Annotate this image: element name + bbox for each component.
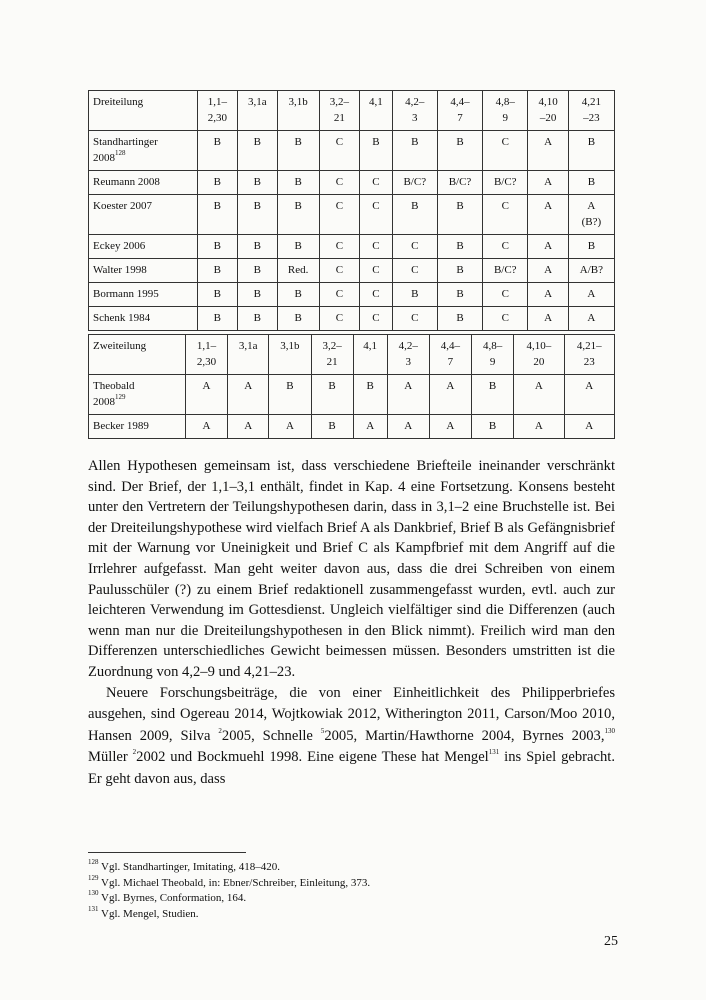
table-cell: C [360, 283, 393, 307]
edition-superscript: 2 [218, 726, 222, 735]
table-cell: B [471, 375, 513, 415]
table-cell: B [437, 307, 482, 331]
table-cell: B [353, 375, 387, 415]
row-label: Standhartinger 2008$^{128}$ [89, 131, 198, 171]
table-cell: B [471, 415, 513, 439]
column-header: 4,4– 7 [437, 91, 482, 131]
table-cell: C [483, 195, 528, 235]
table-row [89, 131, 615, 171]
table-cell: A [568, 307, 614, 331]
table-cell: A/B? [568, 259, 614, 283]
table-cell: C [483, 235, 528, 259]
table-cell: B [238, 235, 278, 259]
table-row [89, 415, 615, 439]
zweiteilung-header-row [89, 335, 615, 375]
table-title-cell: Zweiteilung [89, 335, 186, 375]
table-cell: B [238, 259, 278, 283]
table-cell: B [197, 131, 237, 171]
table-dreiteilung [88, 90, 615, 331]
table-cell: B [197, 195, 237, 235]
table-cell: B [568, 171, 614, 195]
edition-superscript: 2 [132, 748, 137, 757]
table-cell: Red. [277, 259, 319, 283]
table-cell: C [360, 235, 393, 259]
table-cell: A [429, 375, 471, 415]
table-cell: C [483, 131, 528, 171]
table-cell: B [392, 131, 437, 171]
column-header: 3,1b [277, 91, 319, 131]
table-cell: B [311, 415, 353, 439]
table-cell: C [360, 307, 393, 331]
table-cell: A [387, 375, 429, 415]
footnote-ref[interactable]: 130 [604, 726, 615, 735]
column-header: 4,2– 3 [387, 335, 429, 375]
table-cell: B [238, 283, 278, 307]
table-cell: B [238, 131, 278, 171]
table-cell: C [319, 171, 359, 195]
table-row [89, 375, 615, 415]
table-cell: B [277, 235, 319, 259]
footnote: $^{131}$ Vgl. Mengel, Studien. [88, 904, 199, 920]
footnote-separator [88, 852, 246, 853]
table-cell: B [277, 307, 319, 331]
column-header: 1,1– 2,30 [197, 91, 237, 131]
footnote-ref[interactable]: 131 [488, 748, 500, 757]
table-cell: B [437, 195, 482, 235]
row-label: Bormann 1995 [89, 283, 198, 307]
row-label: Koester 2007 [89, 195, 198, 235]
row-label: Theobald 2008$^{129}$ [89, 375, 186, 415]
table-row [89, 195, 615, 235]
table-cell: B [568, 131, 614, 171]
table-cell: C [360, 171, 393, 195]
table-cell: C [319, 235, 359, 259]
row-label: Becker 1989 [89, 415, 186, 439]
table-cell: B [238, 171, 278, 195]
column-header: 4,21 –23 [568, 91, 614, 131]
table-cell: A [568, 283, 614, 307]
table-cell: B [197, 283, 237, 307]
table-cell: B [437, 235, 482, 259]
column-header: 4,1 [353, 335, 387, 375]
table-cell: A [228, 415, 269, 439]
column-header: 3,2– 21 [311, 335, 353, 375]
table-cell: A [528, 171, 568, 195]
table-cell: B [197, 307, 237, 331]
table-cell: B [360, 131, 393, 171]
table-cell: C [392, 259, 437, 283]
column-header: 1,1– 2,30 [185, 335, 227, 375]
table-cell: A [564, 375, 614, 415]
table-zweiteilung [88, 334, 615, 439]
paragraph-1: Allen Hypothesen gemeinsam ist, dass verschiedene Briefteile ineinander verschränkt sind. Der Brief, der 1,1–3,1 enthält, findet in Kap. 4 eine Fortsetzung. Konsens besteht unter den Vertretern der Teilungshypothesen darin, dass in 3,1–2 eine Bruchstelle ist. Bei der Dreiteilungshypothese wird vielfach Brief A als Dankbrief, Brief B als Gefängnisbrief mit der Warnung vor Uneinigkeit und Brief C als Kampfbrief mit dem Angriff auf die Irrlehrer aufgefasst. Man geht weiter davon aus, dass die drei Schreiben von einem Paulusschüler (?) zu einem Brief redaktionell zusammengefasst wurden, evtl. auch zur leichteren Verwendung im Gottesdienst. Ungleich vielfältiger sind die Differenzen (auch wenn man nur die Dreiteilungshypothesen in den Blick nimmt). Freilich wird man den Differenzen unterschiedliches Gewicht beimessen müssen. Besonders umstritten ist die Zuordnung von 4,2–9 und 4,21–23. [88, 458, 615, 680]
column-header: 4,10– 20 [514, 335, 564, 375]
table-dreiteilung-body [89, 91, 615, 331]
table-row [89, 235, 615, 259]
table-cell: B/C? [437, 171, 482, 195]
table-cell: C [360, 259, 393, 283]
column-header: 4,21– 23 [564, 335, 614, 375]
footnote: $^{128}$ Vgl. Standhartinger, Imitating, 418–420. [88, 858, 280, 873]
table-cell: A [185, 415, 227, 439]
table-cell: A [528, 259, 568, 283]
column-header: 4,4– 7 [429, 335, 471, 375]
table-row [89, 307, 615, 331]
table-cell: B/C? [392, 171, 437, 195]
table-cell: A [429, 415, 471, 439]
table-cell: C [319, 259, 359, 283]
table-cell: B [392, 283, 437, 307]
table-cell: B [437, 131, 482, 171]
footnote: $^{130}$ Vgl. Byrnes, Conformation, 164. [88, 889, 247, 904]
table-cell: B [277, 131, 319, 171]
table-cell: A [514, 415, 564, 439]
table-cell: A [185, 375, 227, 415]
table-cell: C [319, 195, 359, 235]
table-zweiteilung-body [89, 335, 615, 439]
table-title-cell: Dreiteilung [89, 91, 198, 131]
page-number: 25 [604, 934, 618, 949]
table-cell: B [437, 259, 482, 283]
table-cell: B [277, 195, 319, 235]
column-header: 4,2– 3 [392, 91, 437, 131]
table-cell: A [564, 415, 614, 439]
table-cell: B [238, 195, 278, 235]
table-cell: B [238, 307, 278, 331]
table-cell: A [528, 283, 568, 307]
table-cell: B [197, 259, 237, 283]
body-text [88, 456, 615, 791]
table-cell: B [197, 235, 237, 259]
table-cell: B [437, 283, 482, 307]
table-cell: B [277, 171, 319, 195]
column-header: 4,10 –20 [528, 91, 568, 131]
table-cell: A [269, 415, 311, 439]
table-cell: A [528, 131, 568, 171]
table-row [89, 259, 615, 283]
column-header: 3,1a [238, 91, 278, 131]
row-label: Reumann 2008 [89, 171, 198, 195]
table-cell: B [197, 171, 237, 195]
table-cell: C [392, 235, 437, 259]
table-cell: A [387, 415, 429, 439]
table-cell: C [319, 131, 359, 171]
column-header: 4,8– 9 [471, 335, 513, 375]
table-cell: B [392, 195, 437, 235]
table-cell: A [353, 415, 387, 439]
row-label: Eckey 2006 [89, 235, 198, 259]
row-label: Walter 1998 [89, 259, 198, 283]
table-cell: A [228, 375, 269, 415]
table-cell: B/C? [483, 171, 528, 195]
table-cell: A [528, 235, 568, 259]
table-cell: C [319, 307, 359, 331]
edition-superscript: 5 [320, 726, 325, 735]
table-cell: A [514, 375, 564, 415]
footnote: $^{129}$ Vgl. Michael Theobald, in: Ebner/Schreiber, Einleitung, 373. [88, 873, 371, 889]
table-cell: C [483, 307, 528, 331]
table-cell: B [568, 235, 614, 259]
table-cell: B [311, 375, 353, 415]
row-label: Schenk 1984 [89, 307, 198, 331]
table-cell: C [483, 283, 528, 307]
column-header: 3,1a [228, 335, 269, 375]
table-cell: B [269, 375, 311, 415]
table-cell: A [528, 195, 568, 235]
table-cell: A [528, 307, 568, 331]
table-row [89, 171, 615, 195]
footnote-ref[interactable]: 128 [115, 149, 126, 158]
table-row [89, 283, 615, 307]
table-cell: B [277, 283, 319, 307]
column-header: 3,2– 21 [319, 91, 359, 131]
table-cell: A (B?) [568, 195, 614, 235]
table-cell: C [319, 283, 359, 307]
footnotes [88, 860, 615, 922]
table-cell: C [392, 307, 437, 331]
paragraph-2: Neuere Forschungsbeiträge, die von einer Einheitlichkeit des Philipperbriefes ausgehen, sind Ogereau 2014, Wojtkowiak 2012, Witherington 2011, Carson/Moo 2010, Hansen 2009, Silva $^2$2005, Schnelle $^5$2005, Martin/Hawthorne 2004, Byrnes 2003,$^{130}$ Müller $^2$2002 und Bockmuehl 1998. Eine eigene These hat Mengel$^{131}$ ins Spiel gebracht. Er geht davon aus, dass [88, 684, 615, 787]
table-cell: C [360, 195, 393, 235]
table-cell: B/C? [483, 259, 528, 283]
column-header: 3,1b [269, 335, 311, 375]
footnote-ref[interactable]: 129 [115, 393, 126, 402]
dreiteilung-header-row [89, 91, 615, 131]
column-header: 4,1 [360, 91, 393, 131]
column-header: 4,8– 9 [483, 91, 528, 131]
